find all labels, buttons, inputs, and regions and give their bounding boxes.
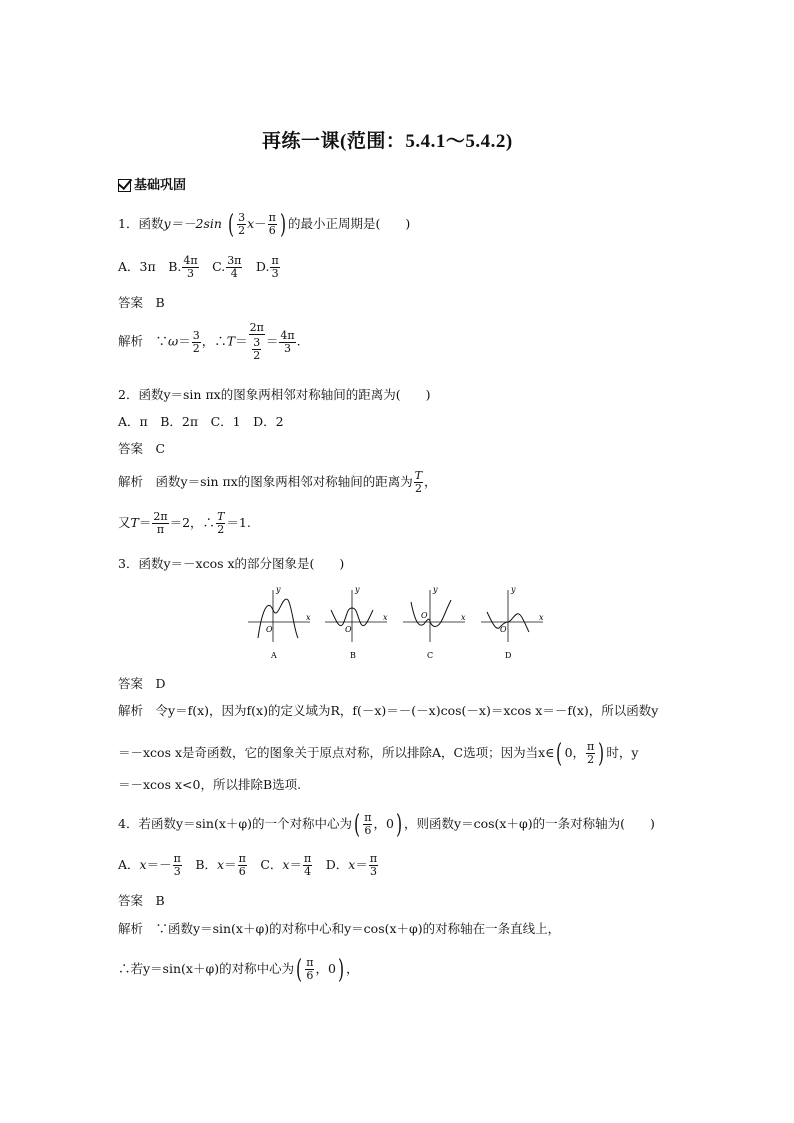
q1-answer-value: B (155, 295, 165, 310)
svg-text:O: O (500, 625, 507, 634)
svg-text:O: O (266, 625, 273, 634)
svg-text:x: x (539, 613, 544, 622)
q4-analysis-line2a: ∴若y＝sin(x＋φ)的对称中心为 (118, 961, 295, 976)
graph-a (248, 585, 311, 660)
q4-analysis-2: ∴若y＝sin(x＋φ)的对称中心为( $\frac{\pi}{6}$ ，0) ， (118, 954, 359, 985)
q1-answer (118, 295, 165, 311)
svg-text:x: x (306, 613, 311, 622)
svg-text:x: x (461, 613, 466, 622)
q1-expr: y＝－2sin (163, 216, 222, 231)
q2-analysis1-text: 函数y＝sin πx的图象两相邻对称轴间的距离为 (155, 474, 413, 489)
q1-analysis: 解析 ∵ω＝ $\frac{3}{2}$ ，∴T＝ $\frac{2\pi}{\frac{3}{2}}$ ＝ $\frac{4\pi}{3}$ . (118, 321, 301, 362)
svg-text:y: y (433, 585, 438, 594)
svg-text:y: y (511, 585, 516, 594)
q2-analysis2-mid: ＝2，∴ (169, 515, 216, 530)
analysis-label: 解析 (118, 474, 144, 489)
graph-b-label: B (350, 651, 356, 660)
q4-answer-value: B (155, 893, 165, 908)
q3-analysis-line1: 令y＝f(x)，因为f(x)的定义域为R，f(－x)＝－(－x)cos(－x)＝xcos x＝－f(x)，所以函数y (155, 703, 659, 718)
question-3: 3．函数y＝－xcos x的部分图象是( ) (118, 556, 345, 571)
q2-options: A．π B．2π C．1 D．2 (118, 414, 284, 429)
q3-analysis-1 (118, 703, 658, 719)
q4-analysis-line1: ∵函数y＝sin(x＋φ)的对称中心和y＝cos(x＋φ)的对称轴在一条直线上， (155, 921, 561, 936)
q3-analysis-line2a: ＝－xcos x是奇函数，它的图象关于原点对称，所以排除A，C选项；因为当x∈ (118, 745, 555, 760)
q2-analysis-1: 解析 函数y＝sin πx的图象两相邻对称轴间的距离为 $\frac{T}{2}$ ， (118, 469, 437, 495)
svg-text:y: y (276, 585, 281, 594)
q1-options: A．3π B. $\frac{4\pi}{3}$ C. $\frac{3\pi}{4}$ D. $\frac{\pi}{3}$ (118, 254, 279, 280)
svg-text:x: x (383, 613, 388, 622)
graph-b (325, 585, 388, 660)
q3-answer-value: D (155, 676, 166, 691)
graph-d (481, 585, 544, 660)
graph-c-label: C (427, 651, 434, 660)
section-heading (118, 174, 186, 193)
q3-analysis-3: ＝－xcos x<0，所以排除B选项. (118, 777, 302, 792)
answer-label: 答案 (118, 441, 144, 456)
q3-graphs (240, 580, 550, 665)
graph-d-label: D (505, 651, 512, 660)
answer-label: 答案 (118, 893, 144, 908)
answer-label: 答案 (118, 295, 144, 310)
q2-answer (118, 441, 165, 457)
svg-text:O: O (345, 625, 352, 634)
graph-c (403, 585, 466, 660)
analysis-label: 解析 (118, 703, 144, 718)
graph-a-label: A (271, 651, 277, 660)
svg-text:y: y (355, 585, 360, 594)
answer-label: 答案 (118, 676, 144, 691)
q3-analysis-2: ＝－xcos x是奇函数，它的图象关于原点对称，所以排除A，C选项；因为当x∈( 0， $\frac{\pi}{2}$ ) 时，y (118, 738, 639, 769)
question-4: 4．若函数y＝sin(x＋φ)的一个对称中心为( $\frac{\pi}{6}$ ，0) ，则函数y＝cos(x＋φ)的一条对称轴为( ) (118, 809, 655, 840)
q4-text-a: 4．若函数y＝sin(x＋φ)的一个对称中心为 (118, 816, 353, 831)
q4-answer (118, 893, 165, 909)
section-label: 基础巩固 (134, 178, 187, 193)
q4-analysis-1 (118, 921, 560, 937)
question-1: 1．函数y＝－2sin ( $\frac{3}{2}$ x－ $\frac{\pi}{6}$ ) 的最小正周期是( ) (118, 209, 411, 240)
q1-suffix: 的最小正周期是( ) (288, 216, 411, 231)
analysis-label: 解析 (118, 333, 144, 349)
q2-analysis2-end: ＝1. (226, 515, 251, 530)
page-title: 再练一课(范围：5.4.1～5.4.2) (262, 131, 513, 152)
q1-prefix: 1．函数 (118, 216, 164, 231)
q2-answer-value: C (155, 441, 166, 456)
q3-analysis-line2b: 时，y (606, 745, 639, 760)
q4-options: A．x＝－ $\frac{\pi}{3}$ B．x＝ $\frac{\pi}{6}$ C．x＝ $\frac{\pi}{4}$ D．x＝ $\frac{\pi}{3}$ (118, 852, 378, 878)
q3-answer (118, 676, 166, 692)
checkbox-icon (118, 179, 131, 192)
q2-analysis-2: 又T＝ $\frac{2\pi}{\pi}$ ＝2，∴ $\frac{T}{2}$ ＝1. (118, 510, 251, 536)
q4-text-b: ，则函数y＝cos(x＋φ)的一条对称轴为( ) (404, 816, 655, 831)
q2-analysis2-prefix: 又 (118, 515, 131, 530)
svg-text:O: O (421, 611, 428, 620)
question-2: 2．函数y＝sin πx的图象两相邻对称轴间的距离为( ) (118, 387, 431, 402)
analysis-label: 解析 (118, 921, 144, 936)
